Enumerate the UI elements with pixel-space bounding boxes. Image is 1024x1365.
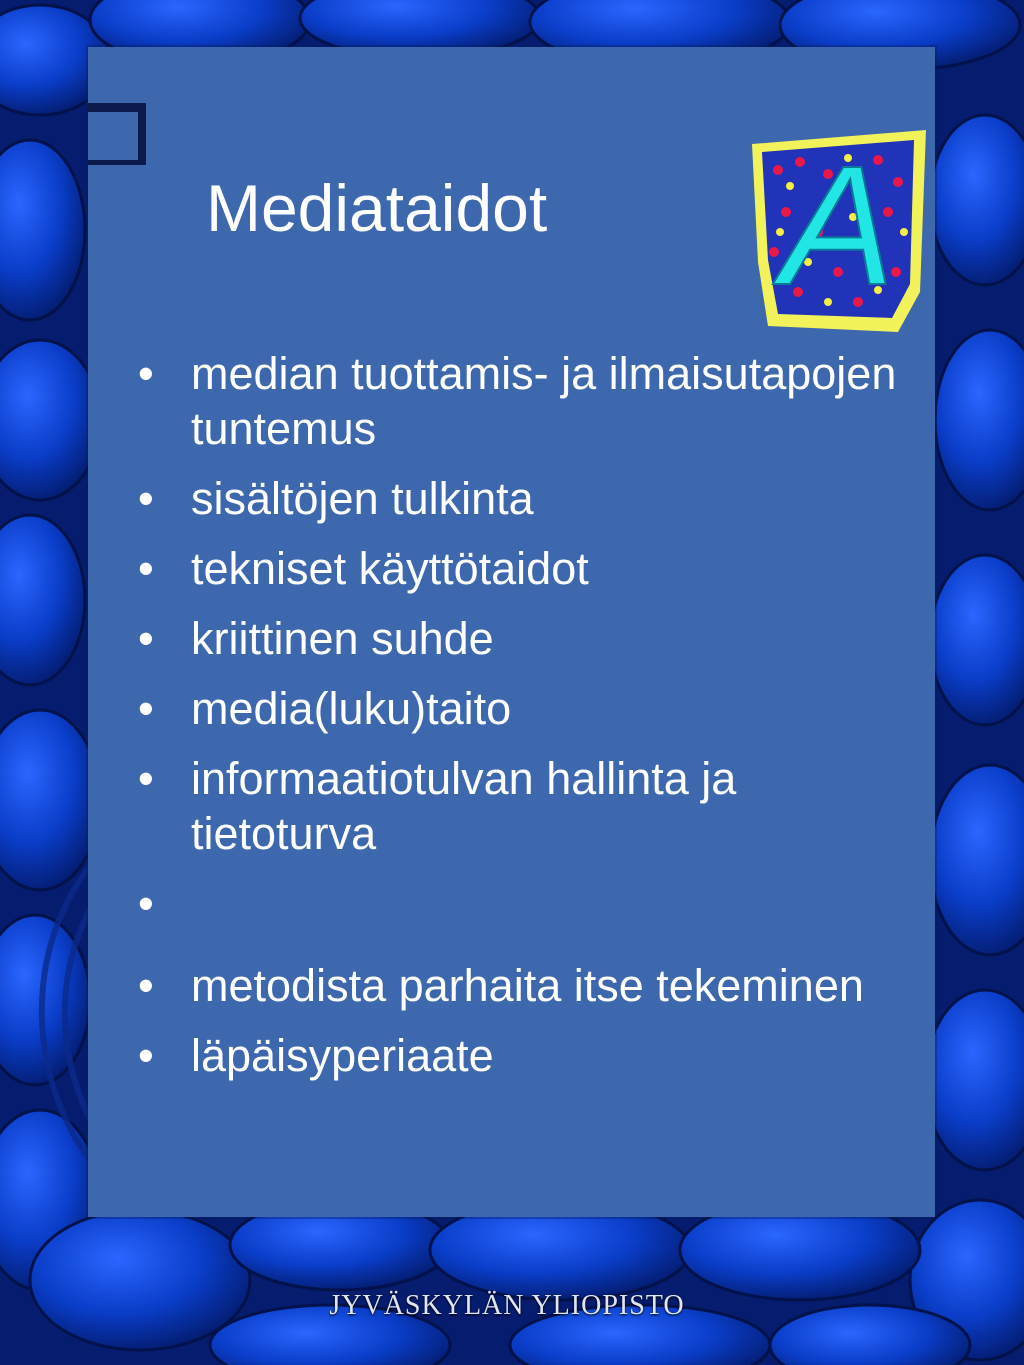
list-item <box>138 751 898 861</box>
slide-title: Mediataidot <box>206 171 548 245</box>
bullet-text: läpäisyperiaate <box>191 1030 494 1081</box>
svg-text:A: A <box>781 131 895 321</box>
bullet-marker: • <box>138 878 154 929</box>
university-name: JYVÄSKYLÄN YLIOPISTO <box>329 1290 685 1321</box>
bullet-marker: • <box>138 1030 154 1081</box>
bullet-list <box>138 346 898 1098</box>
bullet-text: sisältöjen tulkinta <box>191 473 534 524</box>
bullet-marker: • <box>138 683 154 734</box>
university-wordmark <box>0 1290 1024 1322</box>
list-item <box>138 958 898 1013</box>
bullet-text: metodista parhaita itse tekeminen <box>191 960 864 1011</box>
list-item <box>138 541 898 596</box>
letter-a-clipart-icon <box>738 122 932 336</box>
list-item-empty <box>138 876 898 943</box>
bullet-text: median tuottamis- ja ilmaisutapojen tuntemus <box>191 348 897 454</box>
bullet-marker: • <box>138 753 154 804</box>
bullet-marker: • <box>138 348 154 399</box>
bullet-text: kriittinen suhde <box>191 613 494 664</box>
bullet-text: tekniset käyttötaidot <box>191 543 589 594</box>
list-item <box>138 611 898 666</box>
panel-tab-decoration-inner <box>88 112 138 160</box>
list-item <box>138 1028 898 1083</box>
list-item <box>138 346 898 456</box>
bullet-text: informaatiotulvan hallinta ja tietoturva <box>191 753 737 859</box>
bullet-marker: • <box>138 543 154 594</box>
list-item <box>138 681 898 736</box>
bullet-marker: • <box>138 613 154 664</box>
bullet-text: media(luku)taito <box>191 683 512 734</box>
bullet-marker: • <box>138 473 154 524</box>
bullet-marker: • <box>138 960 154 1011</box>
list-item <box>138 471 898 526</box>
